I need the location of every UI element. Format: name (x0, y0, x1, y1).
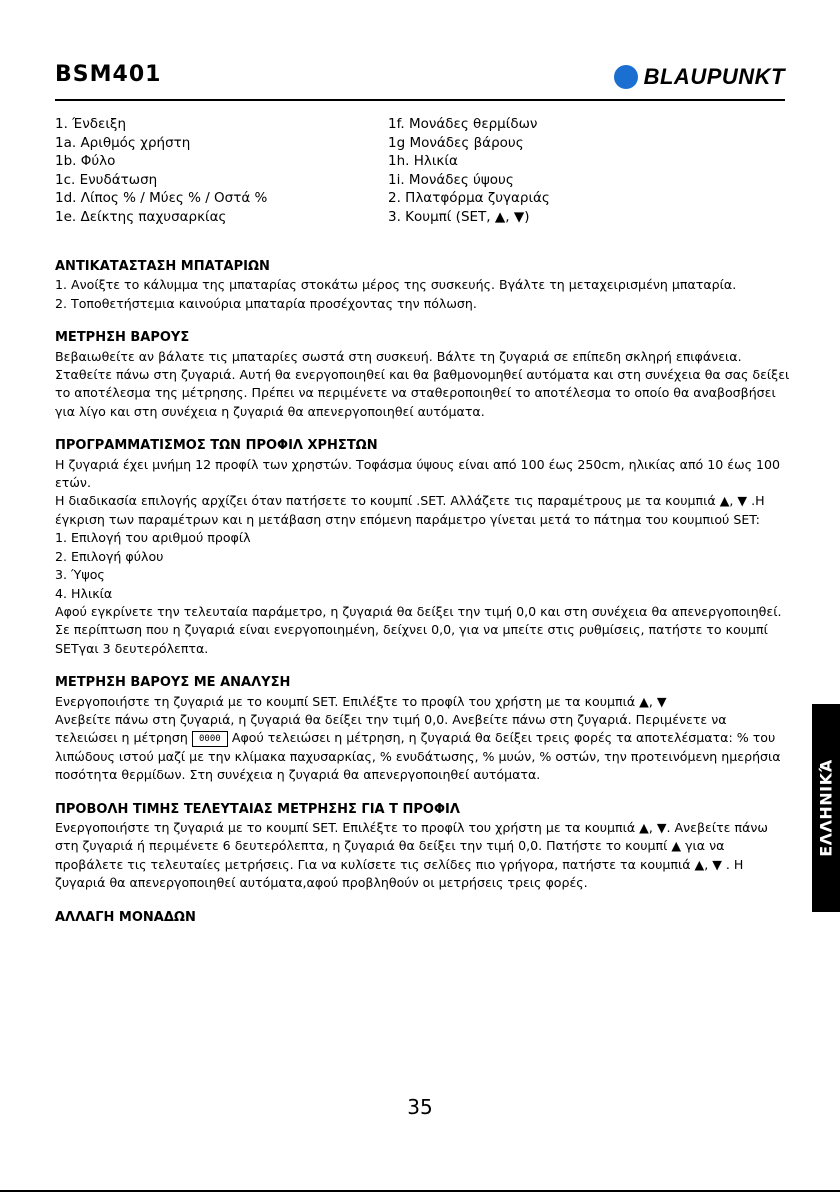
page-header (55, 62, 785, 102)
brand-name: BLAUPUNKT (643, 64, 785, 89)
legend-item: 1c. Ενυδάτωση (55, 171, 158, 188)
paragraph: 2. Επιλογή φύλου (55, 548, 164, 564)
legend-item: 1d. Λίπος % / Μύες % / Οστά % (55, 190, 268, 207)
section-profiles (55, 437, 790, 658)
legend-item: 1. Ένδειξη (55, 116, 126, 132)
section-units (55, 909, 790, 927)
model-name: BSM401 (55, 62, 162, 87)
paragraph-text: Αφού τελειώσει η μέτρηση, η ζυγαριά θα δείξει τρεις φορές τα αποτελέσματα: % του λιπώδους ιστού μαζί με την κλίμακα παχυσαρκίας, % ενυδάτωσης, % μυών, % οστών, την προτεινόμενη ημερήσια ποσότητα θερμίδων. Στη συνέχεια η ζυγαριά θα απενεργοποιηθεί αυτόματα. (55, 730, 781, 783)
legend-right (388, 115, 550, 227)
section-last-measurement (55, 801, 790, 893)
paragraph-text: Ανεβείτε πάνω στη ζυγαριά, η ζυγαριά θα δείξει την τιμή 0,0. Ανεβείτε πάνω στη ζυγαριά. Περιμένετε να τελειώσει η μέτρηση (55, 711, 727, 746)
legend-item: 1f. Μονάδες θερμίδων (388, 116, 538, 132)
language-tab (812, 704, 840, 912)
paragraph: 2. Τοποθετήστεμια καινούρια μπαταρία προσέχοντας την πόλωση. (55, 295, 477, 311)
section-title: ΠΡΟΓΡΑΜΜΑΤΙΣΜΟΣ ΤΩΝ ΠΡΟΦΙΛ ΧΡΗΣΤΩΝ (55, 438, 378, 454)
paragraph: Σταθείτε πάνω στη ζυγαριά. Αυτή θα ενεργοποιηθεί και θα βαθμονομηθεί αυτόματα και στη συνέχεια θα σας δείξει το αποτέλεσμα της μέτρησης. Πρέπει να περιμένετε να σταθεροποιηθεί το αποτέλεσμα το οποίο θα αναβοσβήσει για λίγο και στη συνέχεια η ζυγαριά θα απενεργοποιηθεί αυτόματα. (55, 367, 790, 419)
legend-item: 1h. Ηλικία (388, 153, 458, 170)
brand-logo (614, 64, 785, 90)
paragraph: 1. Επιλογή του αριθμού προφίλ (55, 530, 251, 546)
section-weight (55, 329, 790, 421)
legend-left (55, 115, 267, 227)
paragraph: Η διαδικασία επιλογής αρχίζει όταν πατήσετε το κουμπί .SET. Αλλάζετε τις παραμέτρους με τα κουμπιά ▲, ▼ .Η έγκριση των παραμέτρων και η μετάβαση στην επόμενη παράμετρο γίνεται μετά το πάτημα του κουμπιού SET: (55, 493, 765, 527)
paragraph: 3. Ύψος (55, 567, 105, 583)
legend-item: 1g Μονάδες βάρους (388, 134, 524, 151)
paragraph: Βεβαιωθείτε αν βάλατε τις μπαταρίες σωστά στη συσκευή. Βάλτε τη ζυγαριά σε επίπεδη σκληρή επιφάνεια. (55, 348, 742, 364)
legend-item: 1i. Μονάδες ύψους (388, 171, 514, 188)
section-title: ΜΕΤΡΗΣΗ ΒΑΡΟΥΣ ΜΕ ΑΝΑΛΥΣΗ (55, 675, 291, 691)
section-title: ΑΛΛΑΓΗ ΜΟΝΑΔΩΝ (55, 909, 196, 925)
language-label: ΕΛΛΗΝΙΚΆ (816, 759, 836, 857)
section-title: ΜΕΤΡΗΣΗ ΒΑΡΟΥΣ (55, 330, 190, 346)
legend-item: 1a. Αριθμός χρήστη (55, 134, 191, 151)
header-divider (55, 99, 785, 101)
paragraph: Αφού εγκρίνετε την τελευταία παράμετρο, η ζυγαριά θα δείξει την τιμή 0,0 και στη συνέχεια θα απενεργοποιηθεί. (55, 603, 782, 619)
section-analysis (55, 674, 790, 784)
paragraph: Ενεργοποιήστε τη ζυγαριά με το κουμπί SET. Επιλέξτε το προφίλ του χρήστη με τα κουμπιά ▲, ▼. Ανεβείτε πάνω στη ζυγαριά ή περιμένετε 6 δευτερόλεπτα, η ζυγαριά θα δείξει την τιμή 0,0. Πατήστε το κουμπί ▲ για να προβάλετε τις τελευταίες μετρήσεις. Για να κυλίσετε τις σελίδες πιο γρήγορα, πατήστε τα κουμπιά ▲, ▼ . Η ζυγαριά θα απενεργοποιηθεί αυτόματα,αφού προβληθούν οι μετρήσεις τρεις φορές. (55, 819, 768, 891)
lcd-display-icon: 0000 (192, 731, 228, 747)
legend-item: 2. Πλατφόρμα ζυγαριάς (388, 190, 550, 207)
paragraph: 1. Ανοίξτε το κάλυμμα της μπαταρίας στοκάτω μέρος της συσκευής. Βγάλτε τη μεταχειρισμένη μπαταρία. (55, 277, 737, 293)
legend-item: 1e. Δείκτης παχυσαρκίας (55, 208, 227, 225)
page-number: 35 (407, 1095, 433, 1119)
section-battery (55, 258, 790, 313)
brand-dot-icon (614, 65, 638, 89)
section-title: ΑΝΤΙΚΑΤΑΣΤΑΣΗ ΜΠΑΤΑΡΙΩΝ (55, 259, 270, 274)
paragraph: 4. Ηλικία (55, 585, 113, 601)
paragraph: Σε περίπτωση που η ζυγαριά είναι ενεργοποιημένη, δείχνει 0,0, για να μπείτε στις ρυθμίσεις, πατήστε το κουμπί SETγαι 3 δευτερόλεπτα. (55, 622, 768, 656)
section-title: ΠΡΟΒΟΛΗ ΤΙΜΗΣ ΤΕΛΕΥΤΑΙΑΣ ΜΕΤΡΗΣΗΣ ΓΙΑ Τ ΠΡΟΦΙΛ (55, 801, 460, 817)
legend-item: 1b. Φύλο (55, 153, 116, 170)
paragraph: Ενεργοποιήστε τη ζυγαριά με το κουμπί SET. Επιλέξτε το προφίλ του χρήστη με τα κουμπιά ▲, ▼ (55, 693, 667, 709)
legend-item: 3. Κουμπί (SET, ▲, ▼) (388, 208, 530, 225)
manual-content (55, 258, 790, 943)
paragraph (55, 711, 790, 785)
paragraph: Η ζυγαριά έχει μνήμη 12 προφίλ των χρηστών. Τοφάσμα ύψους είναι από 100 έως 250cm, ηλικίας από 10 έως 100 ετών. (55, 456, 781, 491)
